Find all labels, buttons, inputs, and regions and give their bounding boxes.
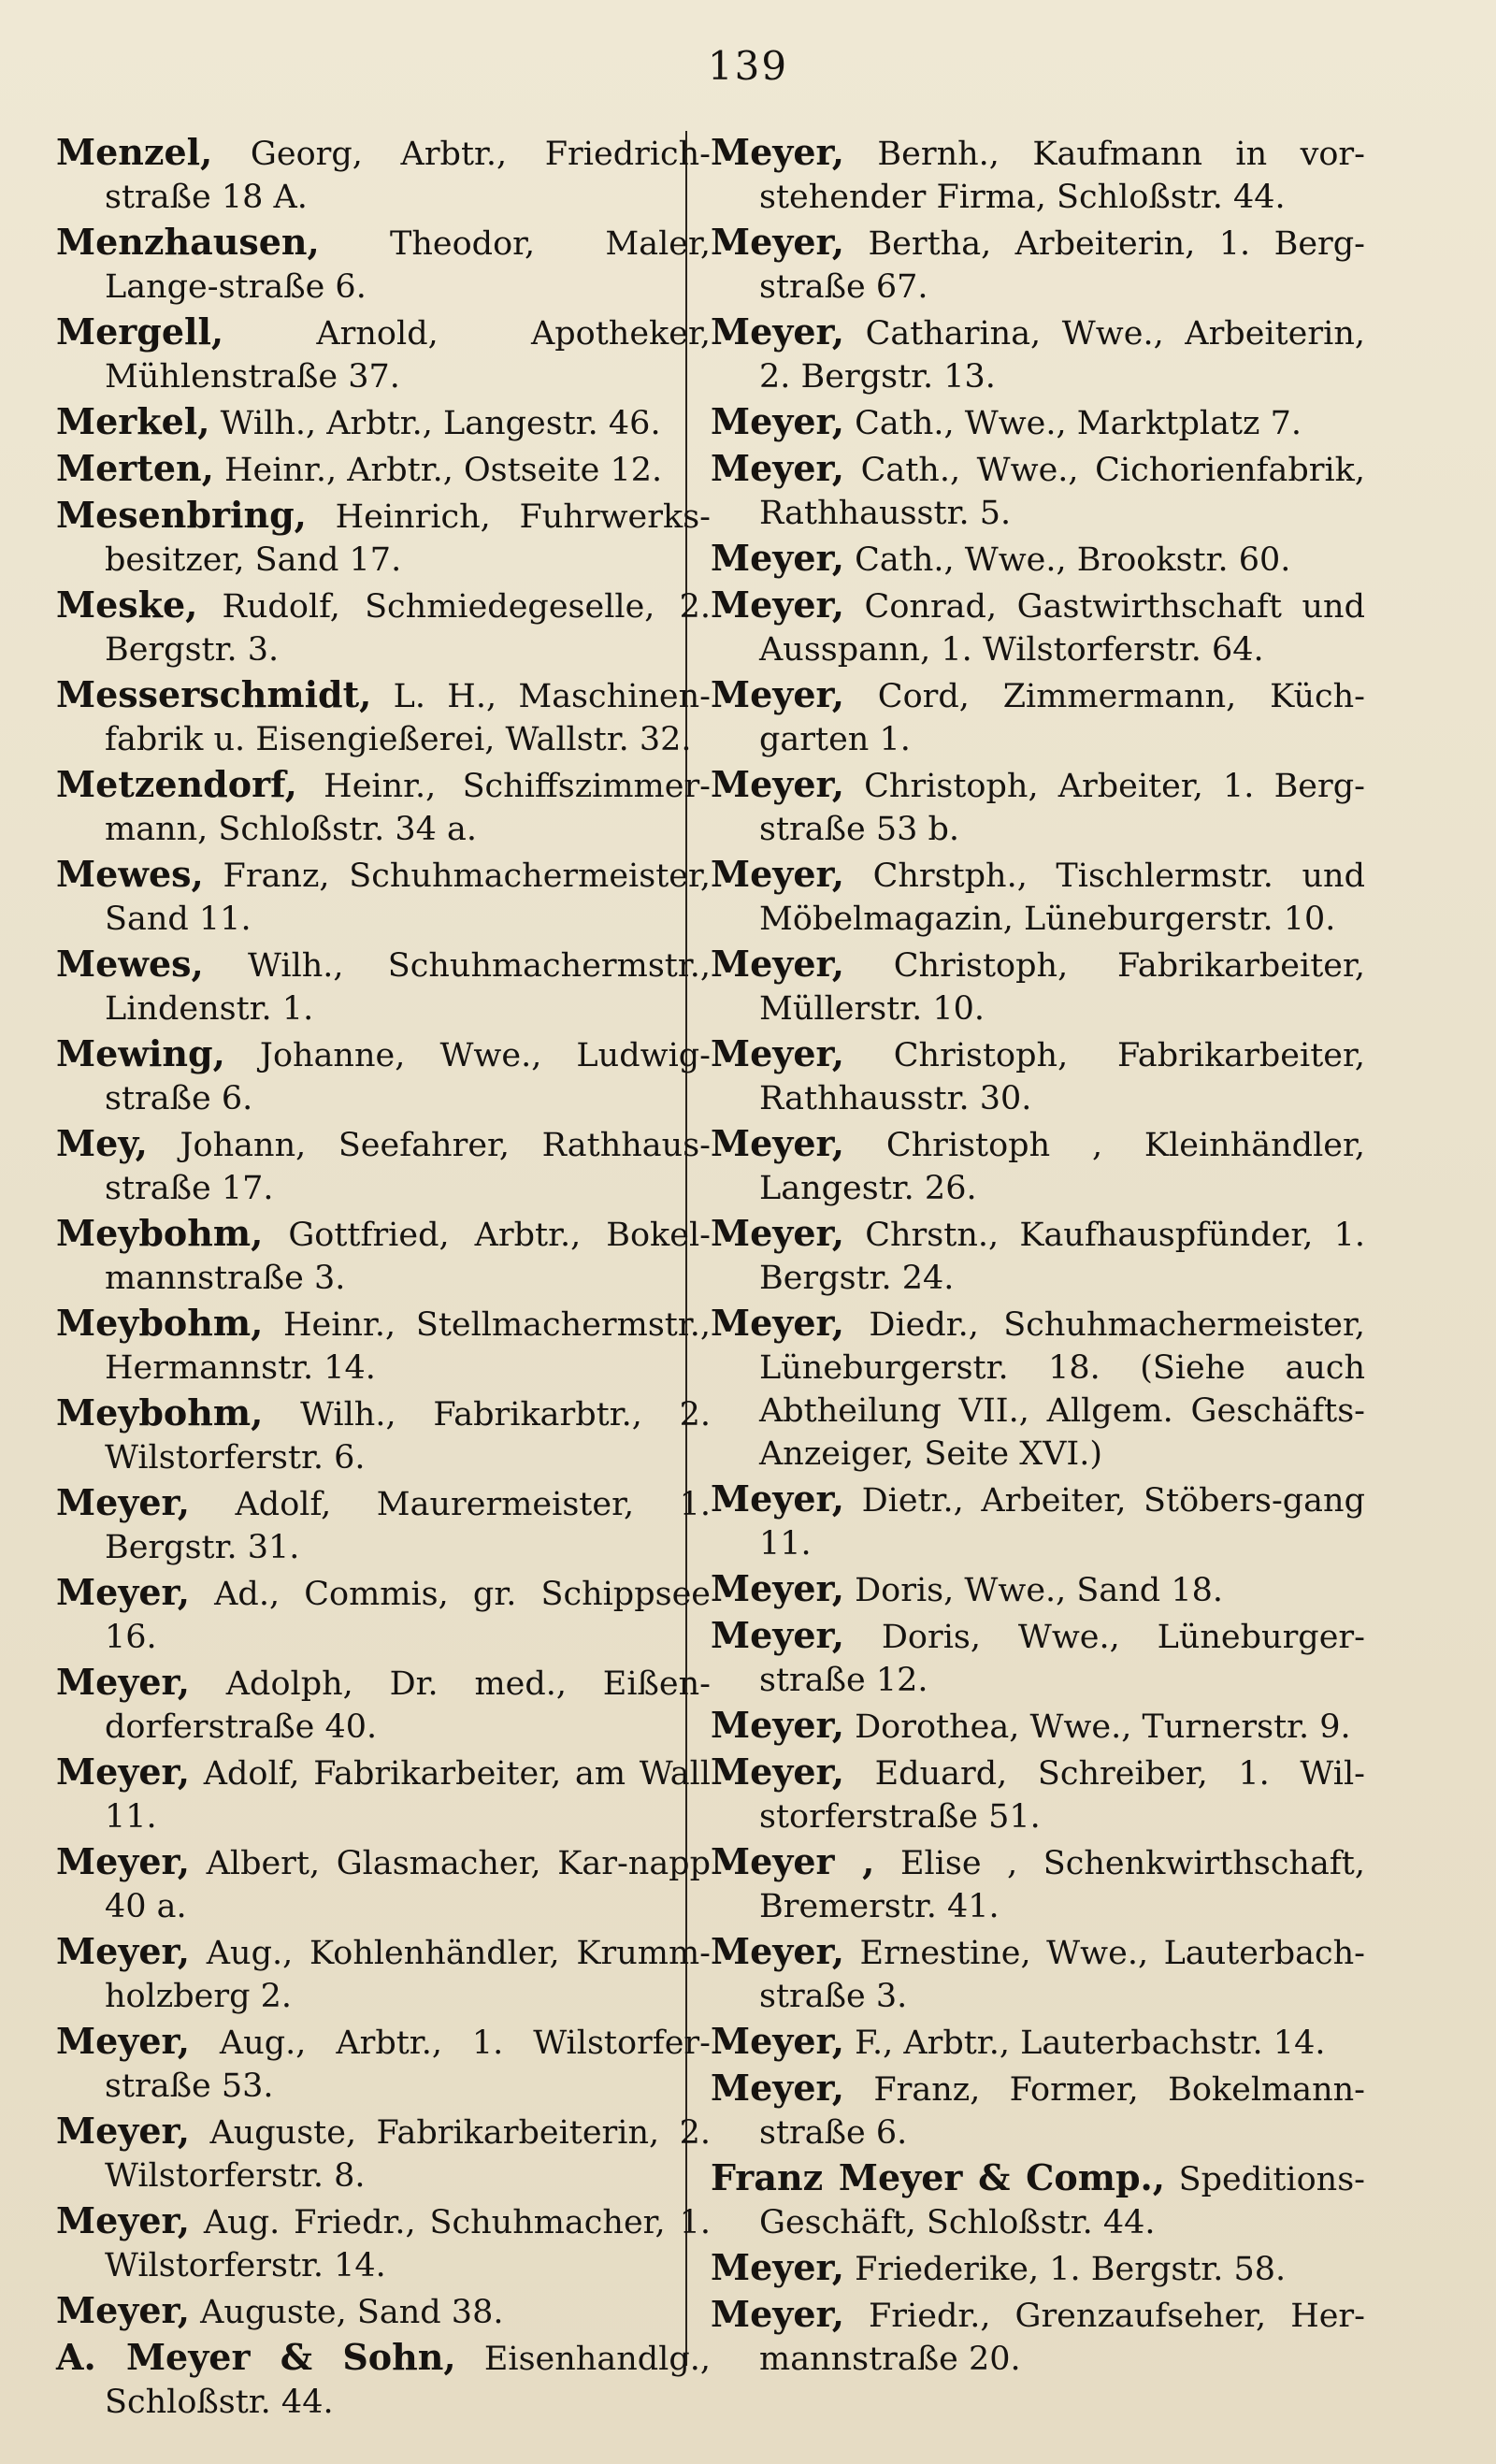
entry-details: Cath., Wwe., Cichorienfabrik, Rathhausstr. 5. — [759, 452, 1365, 532]
entry-details: Chrstph., Tischlermstr. und Möbelmagazin, Lüneburgerstr. 10. — [759, 857, 1365, 938]
entry-name: Mergell, — [56, 310, 224, 353]
directory-entry — [711, 1032, 1365, 1120]
directory-entry — [56, 400, 711, 445]
entry-details: Cord, Zimmermann, Küch-garten 1. — [759, 678, 1365, 758]
entry-name: Meybohm, — [56, 1212, 264, 1254]
left-column — [56, 131, 711, 2426]
directory-entry — [711, 1122, 1365, 1210]
directory-entry — [711, 2293, 1365, 2381]
entry-details: Aug., Kohlenhändler, Krumm-holzberg 2. — [105, 1935, 711, 2015]
directory-entry — [56, 1302, 711, 1390]
entry-details: Gottfried, Arbtr., Bokel-mannstraße 3. — [105, 1217, 711, 1297]
directory-entry — [56, 1391, 711, 1479]
directory-entry — [56, 1751, 711, 1838]
entry-name: Meyer , — [711, 1840, 875, 1882]
entry-details: Johann, Seefahrer, Rathhaus-straße 17. — [105, 1127, 711, 1207]
entry-name: Meyer, — [711, 1212, 844, 1254]
entry-name: Meyer, — [711, 1930, 844, 1972]
directory-entry — [711, 1704, 1365, 1749]
entry-name: Meyer, — [56, 1481, 190, 1523]
entry-name: Meyer, — [711, 400, 844, 442]
directory-entry — [711, 1212, 1365, 1300]
directory-entry — [56, 1032, 711, 1120]
entry-details: Dorothea, Wwe., Turnerstr. 9. — [855, 1708, 1351, 1746]
entry-details: Bernh., Kaufmann in vor-stehender Firma, Schloßstr. 44. — [759, 136, 1365, 216]
entry-details: Christoph , Kleinhändler, Langestr. 26. — [759, 1127, 1365, 1207]
entry-details: Catharina, Wwe., Arbeiterin, 2. Bergstr. 13. — [759, 315, 1365, 396]
entry-details: Heinrich, Fuhrwerks-besitzer, Sand 17. — [105, 498, 711, 579]
entry-name: Mewes, — [56, 853, 204, 895]
directory-entry — [56, 1122, 711, 1210]
directory-entry — [56, 1212, 711, 1300]
entry-name: Meyer, — [711, 1477, 844, 1520]
entry-name: Meyer, — [56, 2199, 190, 2241]
directory-entry — [711, 1930, 1365, 2018]
entry-name: Meyer, — [711, 537, 844, 579]
entry-name: A. Meyer & Sohn, — [56, 2336, 456, 2378]
directory-entry — [56, 2336, 711, 2424]
entry-name: Merten, — [56, 447, 214, 489]
entry-details: Wilh., Arbtr., Langestr. 46. — [220, 405, 661, 442]
entry-name: Meyer, — [56, 1571, 190, 1613]
entry-name: Meyer, — [56, 2110, 190, 2152]
entry-name: Meyer, — [711, 1122, 844, 1164]
directory-entry — [711, 2246, 1365, 2291]
entry-name: Meyer, — [711, 2067, 844, 2109]
directory-entry — [711, 131, 1365, 219]
entry-name: Metzendorf, — [56, 763, 297, 805]
entry-name: Meske, — [56, 584, 198, 626]
entry-details: Diedr., Schuhmachermeister, Lüneburgerstr. 18. (Siehe auch Abtheilung VII., Allgem. Geschäfts-Anzeiger, Seite XVI.) — [759, 1306, 1365, 1473]
entry-details: Christoph, Fabrikarbeiter, Müllerstr. 10. — [759, 947, 1365, 1028]
directory-entry — [56, 943, 711, 1030]
entry-details: Heinr., Arbtr., Ostseite 12. — [224, 452, 663, 489]
entry-name: Meyer, — [711, 1614, 844, 1656]
directory-entry — [711, 447, 1365, 535]
directory-entry — [56, 1930, 711, 2018]
entry-details: Adolf, Fabrikarbeiter, am Wall 11. — [105, 1755, 711, 1836]
entry-details: Georg, Arbtr., Friedrich-straße 18 A. — [105, 136, 711, 216]
directory-entry — [711, 853, 1365, 941]
directory-entry — [56, 673, 711, 761]
entry-details: Aug., Arbtr., 1. Wilstorfer-straße 53. — [105, 2025, 711, 2105]
entry-name: Meyer, — [56, 1840, 190, 1882]
entry-details: F., Arbtr., Lauterbachstr. 14. — [855, 2025, 1326, 2062]
entry-name: Meyer, — [711, 2246, 844, 2288]
entry-details: Ad., Commis, gr. Schippsee 16. — [105, 1576, 711, 1656]
directory-entry — [711, 2156, 1365, 2244]
entry-details: Wilh., Schuhmachermstr., Lindenstr. 1. — [105, 947, 711, 1028]
entry-name: Meyer, — [711, 1567, 844, 1609]
directory-entry — [56, 1571, 711, 1659]
directory-entry — [711, 2020, 1365, 2065]
entry-details: Franz, Former, Bokelmann-straße 6. — [759, 2071, 1365, 2152]
entry-details: Friederike, 1. Bergstr. 58. — [855, 2251, 1287, 2288]
directory-entry — [711, 1477, 1365, 1565]
entry-name: Mewing, — [56, 1032, 225, 1074]
entry-details: Speditions-Geschäft, Schloßstr. 44. — [759, 2161, 1365, 2241]
entry-name: Meyer, — [56, 1661, 190, 1703]
entry-name: Menzel, — [56, 131, 213, 173]
entry-details: Elise , Schenkwirthschaft, Bremerstr. 41. — [759, 1845, 1365, 1925]
entry-details: Eduard, Schreiber, 1. Wil-storferstraße 51. — [759, 1755, 1365, 1836]
directory-entry — [711, 1302, 1365, 1476]
directory-entry — [56, 2020, 711, 2108]
entry-name: Meyer, — [711, 1032, 844, 1074]
directory-entry — [56, 2199, 711, 2287]
entry-name: Merkel, — [56, 400, 210, 442]
entry-name: Meyer, — [56, 2020, 190, 2062]
entry-name: Meyer, — [56, 1930, 190, 1972]
entry-name: Meyer, — [711, 763, 844, 805]
entry-details: Conrad, Gastwirthschaft und Ausspann, 1. Wilstorferstr. 64. — [759, 588, 1365, 669]
directory-entry — [56, 2110, 711, 2197]
directory-entry — [711, 1840, 1365, 1928]
directory-entry — [711, 537, 1365, 582]
directory-entry — [56, 1481, 711, 1569]
entry-details: Eisenhandlg., Schloßstr. 44. — [105, 2341, 711, 2421]
entry-details: Chrstn., Kaufhauspfünder, 1. Bergstr. 24. — [759, 1217, 1365, 1297]
entry-details: Adolph, Dr. med., Eißen-dorferstraße 40. — [105, 1665, 711, 1746]
entry-name: Meybohm, — [56, 1302, 264, 1344]
directory-entry — [711, 584, 1365, 671]
entry-details: Franz, Schuhmachermeister, Sand 11. — [105, 857, 711, 938]
page-number: 139 — [707, 43, 789, 89]
entry-details: Rudolf, Schmiedegeselle, 2. Bergstr. 3. — [105, 588, 711, 669]
directory-entry — [56, 310, 711, 398]
entry-name: Meyer, — [56, 2289, 190, 2331]
entry-name: Meyer, — [711, 1302, 844, 1344]
entry-name: Meyer, — [711, 853, 844, 895]
directory-entry — [711, 1751, 1365, 1838]
directory-entry — [711, 763, 1365, 851]
directory-entry — [56, 2289, 711, 2334]
directory-entry — [56, 131, 711, 219]
directory-entry — [711, 221, 1365, 309]
entry-name: Meyer, — [711, 943, 844, 985]
directory-entry — [711, 1567, 1365, 1612]
entry-name: Franz Meyer & Comp., — [711, 2156, 1165, 2198]
entry-name: Meyer, — [711, 310, 844, 353]
entry-details: Johanne, Wwe., Ludwig-straße 6. — [105, 1037, 711, 1117]
directory-entry — [56, 1661, 711, 1749]
entry-name: Meyer, — [711, 221, 844, 263]
entry-name: Meyer, — [711, 447, 844, 489]
entry-details: Christoph, Fabrikarbeiter, Rathhausstr. 30. — [759, 1037, 1365, 1117]
entry-details: Heinr., Schiffszimmer-mann, Schloßstr. 34 a. — [105, 768, 711, 848]
entry-name: Mewes, — [56, 943, 204, 985]
entry-details: Bertha, Arbeiterin, 1. Berg-straße 67. — [759, 225, 1365, 306]
entry-details: Doris, Wwe., Lüneburger-straße 12. — [759, 1619, 1365, 1699]
entry-name: Meyer, — [711, 584, 844, 626]
directory-entry — [711, 2067, 1365, 2154]
entry-details: Albert, Glasmacher, Kar-napp 40 a. — [105, 1845, 711, 1925]
entry-name: Meyer, — [711, 2020, 844, 2062]
entry-name: Meyer, — [711, 1704, 844, 1746]
directory-entry — [56, 1840, 711, 1928]
directory-entry — [711, 310, 1365, 398]
directory-entry — [711, 943, 1365, 1030]
entry-details: Aug. Friedr., Schuhmacher, 1. Wilstorferstr. 14. — [105, 2204, 711, 2284]
directory-entry — [711, 1614, 1365, 1702]
entry-details: Doris, Wwe., Sand 18. — [855, 1572, 1223, 1609]
entry-name: Mey, — [56, 1122, 148, 1164]
directory-entry — [711, 400, 1365, 445]
entry-details: Ernestine, Wwe., Lauterbach-straße 3. — [759, 1935, 1365, 2015]
entry-details: Cath., Wwe., Brookstr. 60. — [855, 541, 1291, 579]
directory-entry — [56, 763, 711, 851]
entry-details: Heinr., Stellmachermstr., Hermannstr. 14. — [105, 1306, 711, 1387]
entry-details: Auguste, Fabrikarbeiterin, 2. Wilstorferstr. 8. — [105, 2114, 711, 2195]
entry-name: Meyer, — [711, 2293, 844, 2335]
right-column — [711, 131, 1365, 2383]
directory-entry — [56, 853, 711, 941]
entry-details: L. H., Maschinen-fabrik u. Eisengießerei, Wallstr. 32. — [105, 678, 711, 758]
entry-details: Dietr., Arbeiter, Stöbers-gang 11. — [759, 1482, 1365, 1563]
entry-name: Messerschmidt, — [56, 673, 372, 715]
entry-details: Arnold, Apotheker, Mühlenstraße 37. — [105, 315, 711, 396]
directory-entry — [56, 494, 711, 582]
entry-name: Meybohm, — [56, 1391, 264, 1434]
entry-name: Meyer, — [711, 1751, 844, 1793]
entry-name: Meyer, — [711, 673, 844, 715]
entry-details: Christoph, Arbeiter, 1. Berg-straße 53 b. — [759, 768, 1365, 848]
directory-entry — [56, 447, 711, 492]
entry-details: Adolf, Maurermeister, 1. Bergstr. 31. — [105, 1486, 711, 1566]
entry-name: Menzhausen, — [56, 221, 320, 263]
directory-entry — [711, 673, 1365, 761]
entry-name: Meyer, — [56, 1751, 190, 1793]
entry-name: Meyer, — [711, 131, 844, 173]
entry-details: Auguste, Sand 38. — [200, 2294, 504, 2331]
entry-details: Cath., Wwe., Marktplatz 7. — [855, 405, 1302, 442]
directory-entry — [56, 584, 711, 671]
entry-details: Friedr., Grenzaufseher, Her-mannstraße 20. — [759, 2298, 1365, 2378]
directory-entry — [56, 221, 711, 309]
entry-name: Mesenbring, — [56, 494, 307, 536]
entry-details: Theodor, Maler, Lange-straße 6. — [105, 225, 711, 306]
entry-details: Wilh., Fabrikarbtr., 2. Wilstorferstr. 6. — [105, 1396, 711, 1477]
